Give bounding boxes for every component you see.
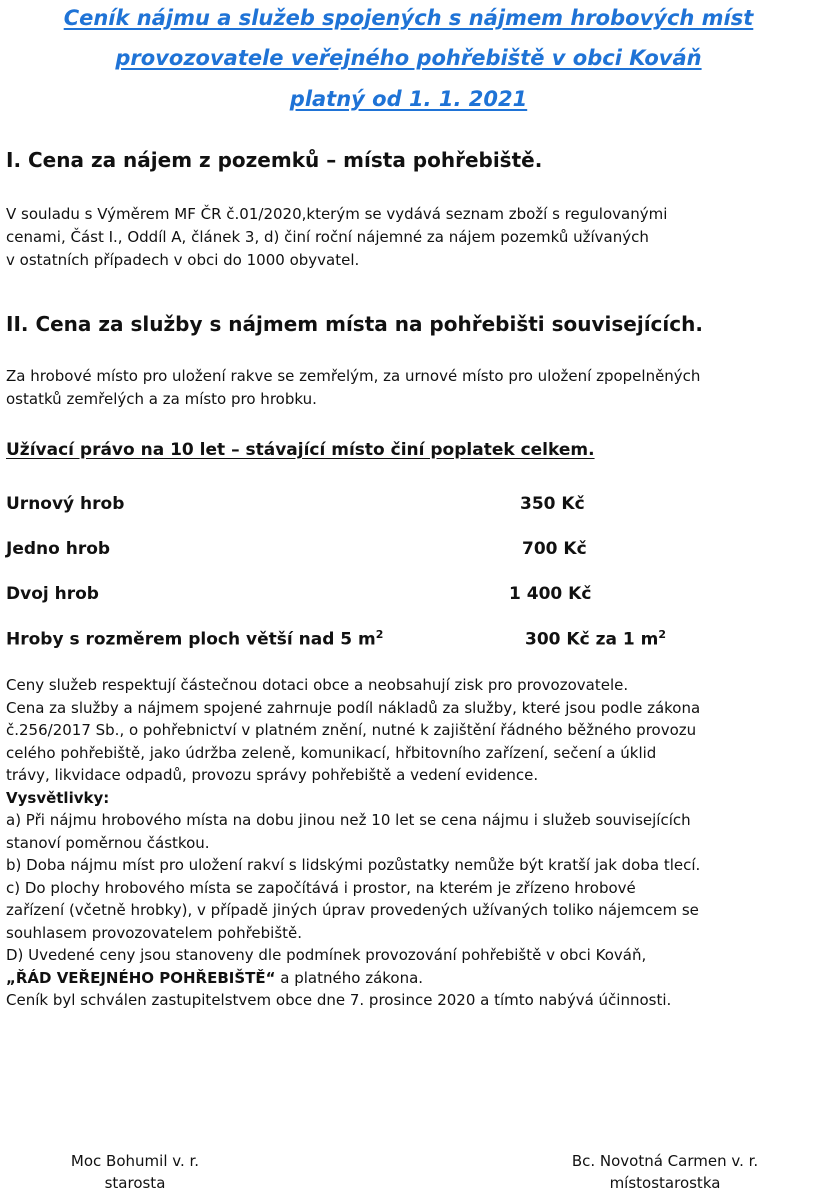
regulation-name: „ŘÁD VEŘEJNÉHO POHŘEBIŠTĚ“ (6, 968, 276, 987)
section-1-text (6, 203, 806, 272)
note-d-line-1: D) Uvedené ceny jsou stanoveny dle podmínek provozování pohřebiště v obci Kováň, (6, 946, 647, 964)
note-c-line: souhlasem provozovatelem pohřebiště. (6, 923, 303, 942)
section-1-heading: I. Cena za nájem z pozemků – místa pohřebiště. (6, 148, 543, 172)
price-row-label: Dvoj hrob (6, 584, 99, 604)
notes-line: Ceny služeb respektují částečnou dotaci obce a neobsahují zisk pro provozovatele. (6, 676, 629, 694)
usage-right-subheading: Užívací právo na 10 let – stávající místo činí poplatek celkem. (6, 440, 595, 460)
text-line: v ostatních případech v obci do 1000 obyvatel. (6, 251, 360, 269)
price-row-label-text: Hroby s rozměrem ploch větší nad 5 m (6, 629, 376, 650)
notes-line: trávy, likvidace odpadů, provozu správy pohřebiště a vedení evidence. (6, 766, 539, 784)
title-line-3: platný od 1. 1. 2021 (289, 87, 528, 111)
notes-block (6, 674, 811, 1012)
text-line: ostatků zemřelých a za místo pro hrobku. (6, 390, 317, 408)
text-line: Za hrobové místo pro uložení rakve se zemřelým, za urnové místo pro uložení zpopelněných (6, 367, 701, 385)
price-row-value: 700 Kč (522, 539, 587, 559)
note-b: b) Doba nájmu míst pro uložení rakví s lidskými pozůstatky nemůže být kratší jak doba tlecí. (6, 856, 701, 874)
superscript: 2 (658, 628, 666, 641)
price-row-value: 350 Kč (520, 494, 585, 514)
signatory-role: místostarostka (609, 1174, 721, 1192)
text-line: V souladu s Výměrem MF ČR č.01/2020,kterým se vydává seznam zboží s regulovanými (6, 205, 668, 223)
signature-right (540, 1150, 790, 1194)
note-d-line-2 (6, 967, 811, 990)
section-2-heading: II. Cena za služby s nájmem místa na pohřebišti souvisejících. (6, 312, 703, 336)
note-c-line: c) Do plochy hrobového místa se započítává i prostor, na kterém je zřízeno hrobové (6, 878, 636, 897)
price-row-value: 1 400 Kč (509, 584, 592, 604)
text-line: cenami, Část I., Oddíl A, článek 3, d) činí roční nájemné za nájem pozemků užívaných (6, 228, 649, 246)
notes-line: celého pohřebiště, jako údržba zeleně, komunikací, hřbitovního zařízení, sečení a úklid (6, 743, 657, 762)
price-row-label (6, 628, 383, 650)
title-line-1: Ceník nájmu a služeb spojených s nájmem hrobových míst (63, 6, 754, 30)
approval-statement: Ceník byl schválen zastupitelstvem obce dne 7. prosince 2020 a tímto nabývá účinnosti. (6, 991, 672, 1009)
notes-line: Cena za služby a nájmem spojené zahrnuje podíl nákladů za služby, které jsou podle zákona (6, 698, 701, 717)
price-row-value-text: 300 Kč za 1 m (525, 629, 659, 650)
signatory-role: starosta (104, 1174, 166, 1192)
note-a-line: a) Při nájmu hrobového místa na dobu jinou než 10 let se cena nájmu i služeb souvisejících (6, 811, 691, 829)
price-row-value (525, 628, 666, 650)
price-row-label: Jedno hrob (6, 539, 111, 559)
price-row-label: Urnový hrob (6, 494, 125, 514)
explanations-heading: Vysvětlivky: (6, 788, 110, 807)
notes-line: č.256/2017 Sb., o pohřebnictví v platném znění, nutné k zajištění řádného běžného provozu (6, 721, 697, 739)
title-line-2: provozovatele veřejného pohřebiště v obci Kováň (115, 46, 702, 70)
signature-left (40, 1150, 230, 1194)
signatory-name: Moc Bohumil v. r. (70, 1152, 200, 1170)
section-2-text (6, 365, 806, 411)
signatory-name: Bc. Novotná Carmen v. r. (571, 1152, 759, 1170)
superscript: 2 (375, 628, 384, 641)
note-d-rest: a platného zákona. (275, 968, 424, 987)
note-c-line: zařízení (včetně hrobky), v případě jiných úprav provedených užívaných toliko nájemcem se (6, 901, 699, 919)
note-a-line: stanoví poměrnou částkou. (6, 833, 210, 852)
